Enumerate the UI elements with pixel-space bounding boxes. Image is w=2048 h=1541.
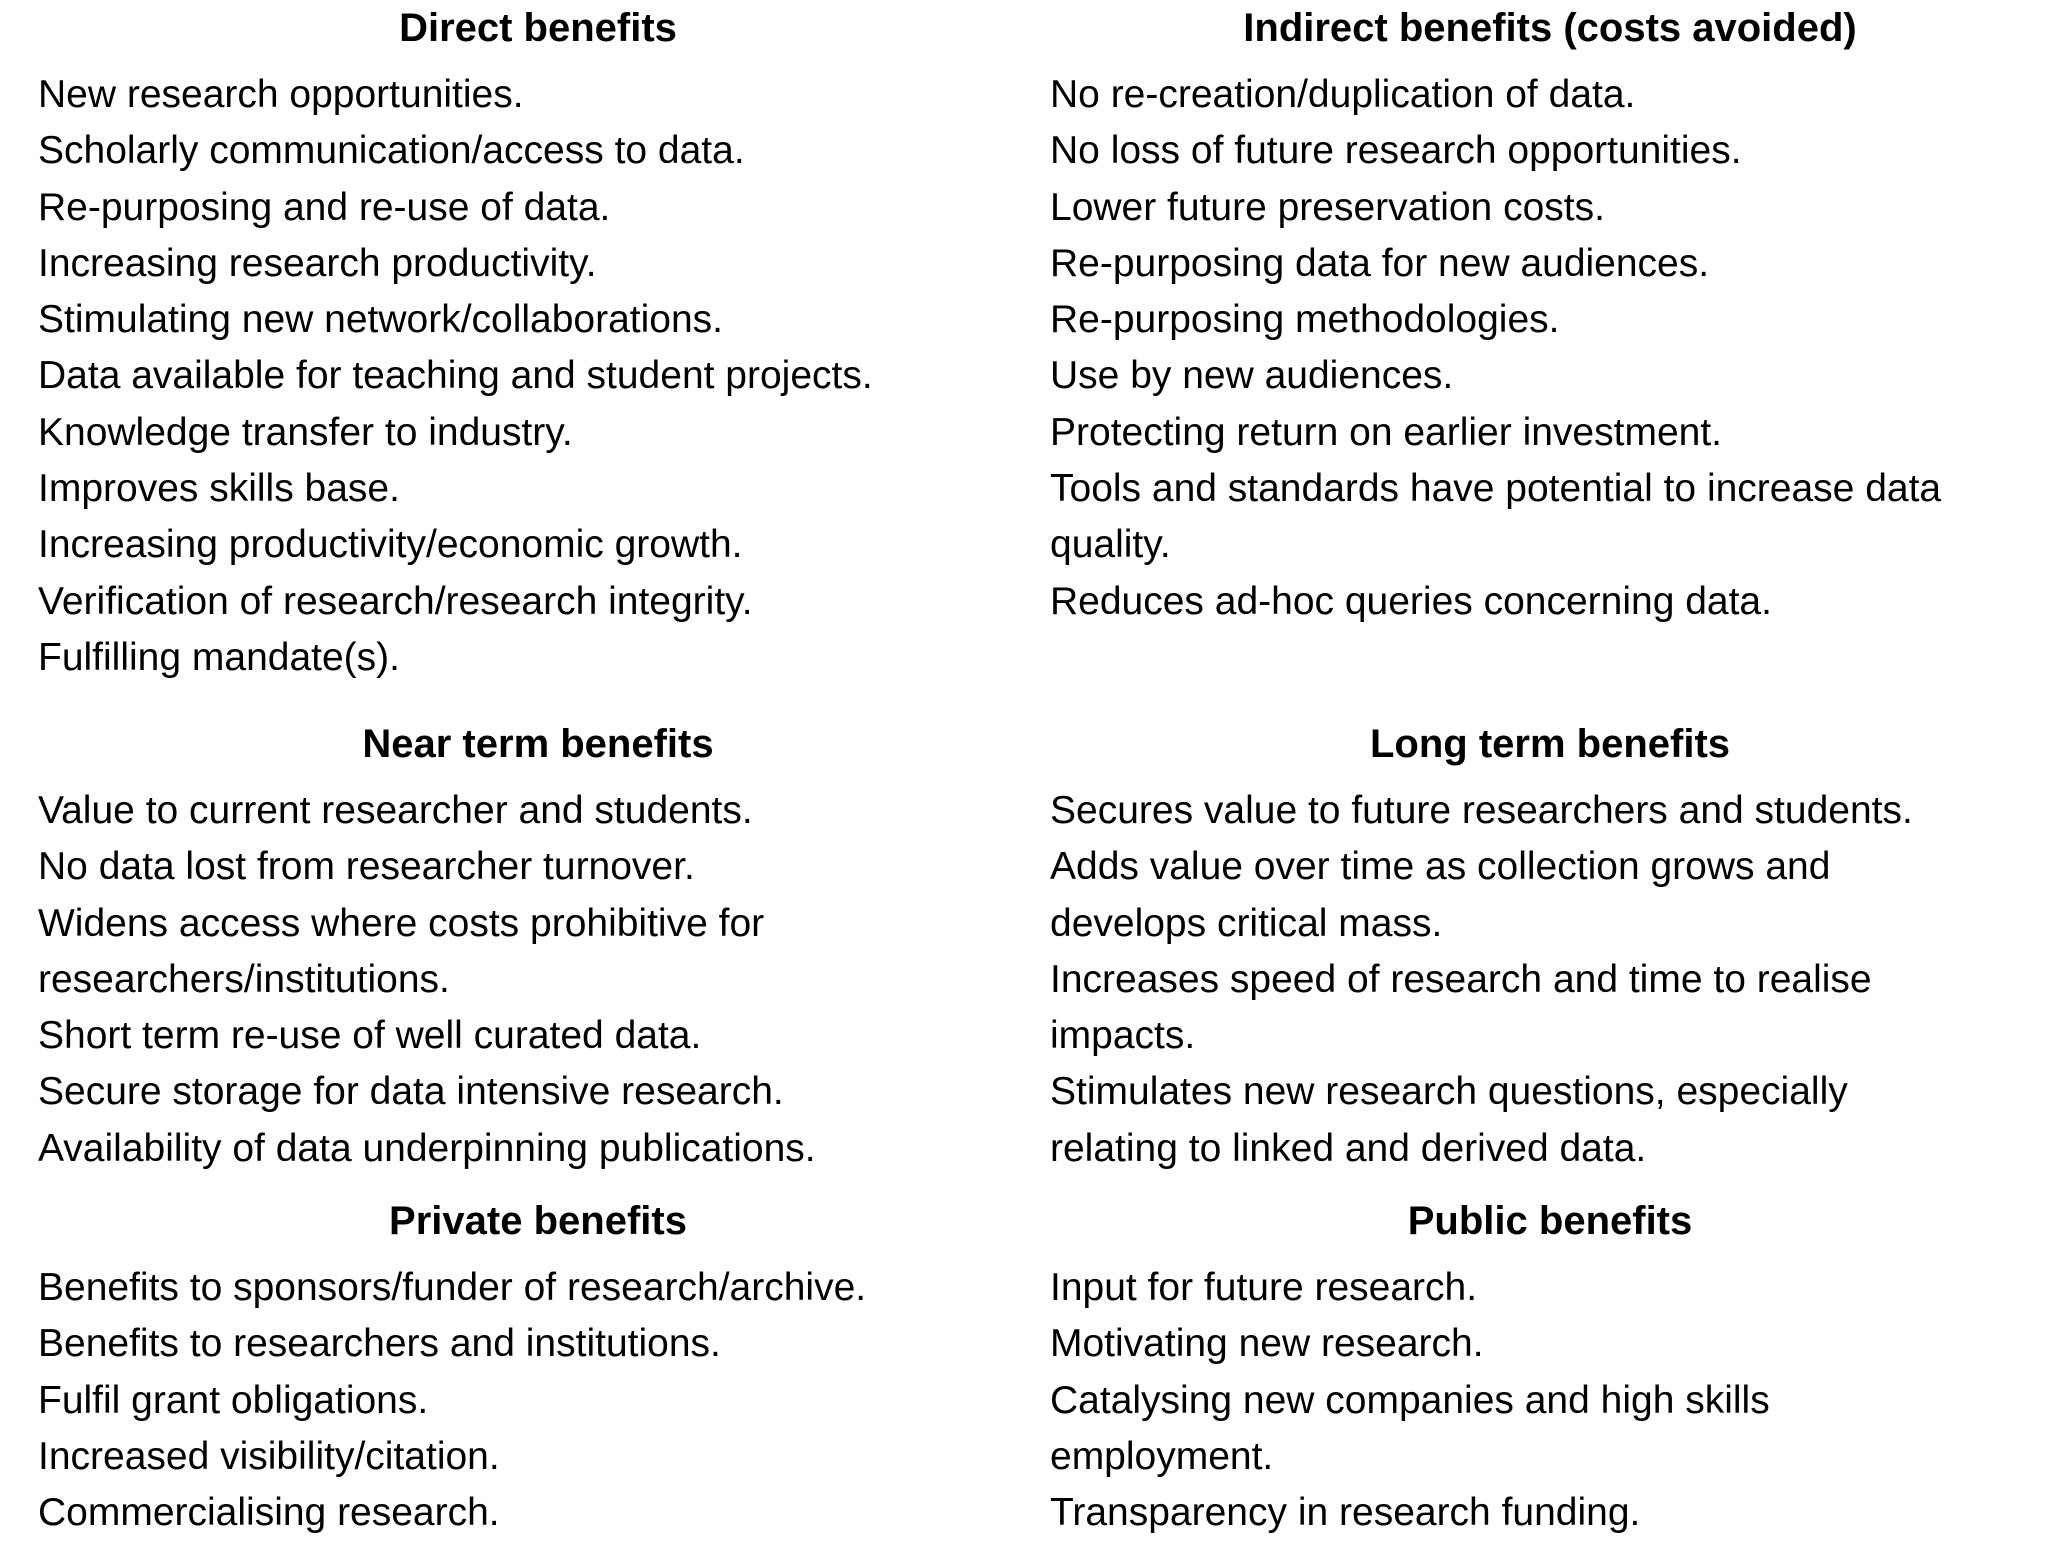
list-item: Knowledge transfer to industry. [38,410,573,454]
list-item: Reduces ad-hoc queries concerning data. [1050,579,1772,623]
list-item: Increasing research productivity. [38,241,597,285]
section-title: Indirect benefits (costs avoided) [1243,6,1857,50]
list-item: Verification of research/research integrity. [38,579,753,623]
section-title: Public benefits [1407,1199,1693,1243]
list-item: relating to linked and derived data. [1050,1126,1647,1170]
list-item: Increasing productivity/economic growth. [38,523,743,567]
list-item: quality. [1050,523,1171,567]
list-item: No re-creation/duplication of data. [1050,73,1636,116]
benefit-list [1050,67,2048,630]
list-item: Fulfilling mandate(s). [38,635,400,679]
list-item: impacts. [1050,1014,1196,1058]
list-item: Motivating new research. [1050,1322,1484,1366]
section-direct-benefits [38,8,1038,686]
list-item: Re-purposing data for new audiences. [1050,241,1710,285]
list-item: Stimulates new research questions, especially [1050,1070,1848,1114]
benefit-list [38,783,1038,1177]
section-title: Direct benefits [399,6,677,50]
list-item: Use by new audiences. [1050,354,1454,398]
list-item: Lower future preservation costs. [1050,185,1605,229]
list-item: No data lost from researcher turnover. [38,845,695,889]
list-item: Secure storage for data intensive research. [38,1070,784,1114]
list-item: Benefits to sponsors/funder of research/archive. [38,1266,867,1309]
list-item: Catalysing new companies and high skills [1050,1378,1770,1422]
benefit-list [38,1260,1038,1541]
list-item: Fulfil grant obligations. [38,1378,429,1422]
benefit-list [1050,783,2048,1177]
list-item: Short term re-use of well curated data. [38,1014,702,1058]
list-item: Improves skills base. [38,467,400,511]
section-title: Long term benefits [1369,722,1731,766]
list-item: Adds value over time as collection grows and [1050,845,1831,889]
list-item: Increases speed of research and time to realise [1050,957,1872,1001]
section-private-benefits [38,1201,1038,1541]
list-item: Re-purposing methodologies. [1050,298,1560,342]
list-item: develops critical mass. [1050,901,1443,945]
list-item: Re-purposing and re-use of data. [38,185,611,229]
benefit-list [1050,1260,2048,1541]
list-item: Tools and standards have potential to increase data [1050,467,1942,511]
list-item: Increased visibility/citation. [38,1434,500,1478]
section-public-benefits [1050,1201,2048,1541]
list-item: Protecting return on earlier investment. [1050,410,1722,454]
list-item: Input for future research. [1050,1266,1478,1309]
list-item: researchers/institutions. [38,957,450,1001]
list-item: Value to current researcher and students. [38,789,753,832]
list-item: Commercialising research. [38,1491,500,1535]
list-item: Benefits to researchers and institutions. [38,1322,721,1366]
section-title: Private benefits [389,1199,687,1243]
list-item: Transparency in research funding. [1050,1491,1641,1535]
section-near-term-benefits [38,724,1038,1177]
list-item: Stimulating new network/collaborations. [38,298,724,342]
section-long-term-benefits [1050,724,2048,1177]
list-item: No loss of future research opportunities. [1050,129,1742,173]
section-indirect-benefits [1050,8,2048,630]
list-item: New research opportunities. [38,73,524,116]
list-item: employment. [1050,1434,1274,1478]
list-item: Data available for teaching and student projects. [38,354,873,398]
list-item: Scholarly communication/access to data. [38,129,745,173]
list-item: Availability of data underpinning publications. [38,1126,816,1170]
list-item: Secures value to future researchers and students. [1050,789,1913,832]
benefit-list [38,67,1038,686]
section-title: Near term benefits [362,722,714,766]
list-item: Widens access where costs prohibitive for [38,901,765,945]
